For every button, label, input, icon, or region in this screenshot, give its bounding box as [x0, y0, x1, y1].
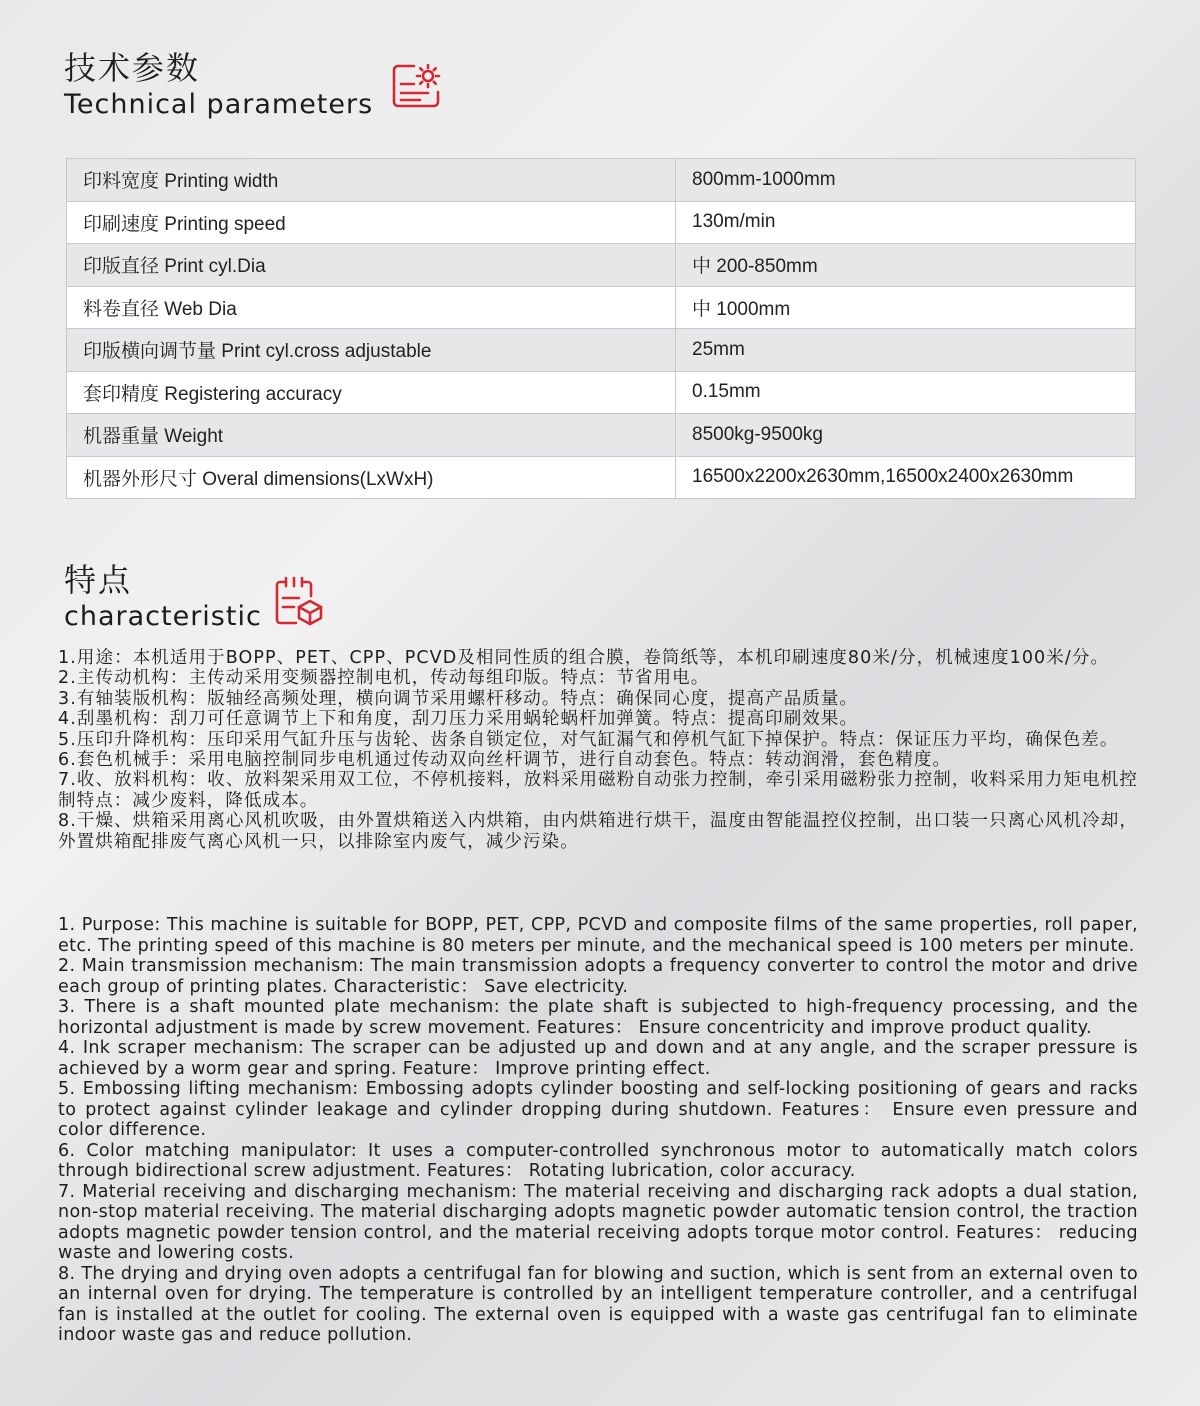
table-row	[67, 286, 1136, 329]
tech-title-en: Technical parameters	[64, 89, 374, 120]
param-value: 16500x2200x2630mm,16500x2400x2630mm	[676, 456, 1136, 499]
feature-title-en: characteristic	[64, 601, 262, 632]
list-item: 4. Ink scraper mechanism: The scraper can be adjusted up and down and at any angle, and the scraper pressure is achieved by a worm gear and spring. Feature： Improve printing effect.	[58, 1038, 1138, 1079]
list-item: 2.主传动机构：主传动采用变频器控制电机，传动每组印版。特点：节省用电。	[58, 668, 710, 689]
param-label: 机器外形尺寸 Overal dimensions(LxWxH)	[67, 456, 676, 499]
document-gear-icon	[390, 62, 444, 112]
tech-title-cn: 技术参数	[64, 49, 201, 87]
feature-header	[64, 560, 262, 634]
list-item: 7. Material receiving and discharging mechanism: The material receiving and discharging rack adopts a dual station, non-stop material receiving. The material discharging adopts magnetic powder automatic tension control, the traction adopts magnetic powder tension control, and the material receiving adopts torque motor control. Features： reducing waste and lowering costs.	[58, 1181, 1138, 1263]
table-row	[67, 159, 1136, 202]
clipboard-box-icon	[272, 574, 326, 628]
feature-list-cn	[58, 648, 1138, 852]
param-label: 印刷速度 Printing speed	[67, 201, 676, 244]
list-item: 8. The drying and drying oven adopts a centrifugal fan for blowing and suction, which is sent from an external oven to an internal oven for drying. The temperature is controlled by an intelligent temperature controller, and a centrifugal fan is installed at the outlet for cooling. The external oven is equipped with a waste gas centrifugal fan to eliminate indoor waste gas and reduce pollution.	[58, 1263, 1138, 1345]
parameters-table	[66, 158, 1136, 499]
list-item: 1.用途：本机适用于BOPP、PET、CPP、PCVD及相同性质的组合膜，卷筒纸等，本机印刷速度80米/分，机械速度100米/分。	[58, 648, 1110, 668]
table-row	[67, 371, 1136, 414]
param-value: 8500kg-9500kg	[676, 414, 1136, 457]
param-value: 0.15mm	[676, 371, 1136, 414]
list-item: 6.套色机械手：采用电脑控制同步电机通过传动双向丝杆调节，进行自动套色。特点：转动润滑，套色精度。	[58, 750, 952, 771]
table-row	[67, 244, 1136, 287]
list-item: 6. Color matching manipulator: It uses a computer-controlled synchronous motor to automatically match colors through bidirectional screw adjustment. Features： Rotating lubrication, color accuracy.	[58, 1140, 1138, 1181]
param-label: 印版直径 Print cyl.Dia	[67, 244, 676, 287]
feature-list-en	[58, 915, 1138, 1346]
list-item: 1. Purpose: This machine is suitable for BOPP, PET, CPP, PCVD and composite films of the same properties, roll paper, etc. The printing speed of this machine is 80 meters per minute, and the mechanical speed is 100 meters per minute.	[58, 915, 1138, 956]
tech-header	[64, 48, 373, 122]
param-label: 机器重量 Weight	[67, 414, 676, 457]
param-value: 25mm	[676, 329, 1136, 372]
param-label: 印版横向调节量 Print cyl.cross adjustable	[67, 329, 676, 372]
list-item: 4.刮墨机构：刮刀可任意调节上下和角度，刮刀压力采用蜗轮蜗杆加弹簧。特点：提高印刷效果。	[58, 709, 859, 730]
list-item: 3. There is a shaft mounted plate mechanism: the plate shaft is subjected to high-frequency processing, and the horizontal adjustment is made by screw movement. Features： Ensure concentricity and improve product quality.	[58, 997, 1138, 1038]
list-item: 3.有轴装版机构：版轴经高频处理，横向调节采用螺杆移动。特点：确保同心度，提高产品质量。	[58, 688, 859, 709]
list-item: 8.干燥、烘箱采用离心风机吹吸，由外置烘箱送入内烘箱，由内烘箱进行烘干，温度由智能温控仪控制，出口装一只离心风机冷却，外置烘箱配排废气离心风机一只，以排除室内废气，减少污染。	[58, 811, 1138, 852]
list-item: 2. Main transmission mechanism: The main transmission adopts a frequency converter to control the motor and drive each group of printing plates. Characteristic： Save electricity.	[58, 956, 1138, 997]
param-value: 800mm-1000mm	[676, 159, 1136, 202]
list-item: 5.压印升降机构：压印采用气缸升压与齿轮、齿条自锁定位，对气缸漏气和停机气缸下掉保护。特点：保证压力平均，确保色差。	[58, 729, 1119, 750]
list-item: 5. Embossing lifting mechanism: Embossing adopts cylinder boosting and self-locking positioning of gears and racks to protect against cylinder leakage and cylinder dropping during shutdown. Features： Ensure even pressure and color difference.	[58, 1079, 1138, 1140]
param-value: 130m/min	[676, 201, 1136, 244]
table-row	[67, 329, 1136, 372]
table-row	[67, 456, 1136, 499]
param-label: 料卷直径 Web Dia	[67, 286, 676, 329]
param-value: 中 200-850mm	[676, 244, 1136, 287]
table-row	[67, 201, 1136, 244]
param-label: 套印精度 Registering accuracy	[67, 371, 676, 414]
param-label: 印料宽度 Printing width	[67, 159, 676, 202]
table-row	[67, 414, 1136, 457]
param-value: 中 1000mm	[676, 286, 1136, 329]
feature-title-cn: 特点	[64, 561, 133, 599]
list-item: 7.收、放料机构：收、放料架采用双工位，不停机接料，放料采用磁粉自动张力控制，牵引采用磁粉张力控制，收料采用力矩电机控制特点：减少废料，降低成本。	[58, 770, 1138, 811]
